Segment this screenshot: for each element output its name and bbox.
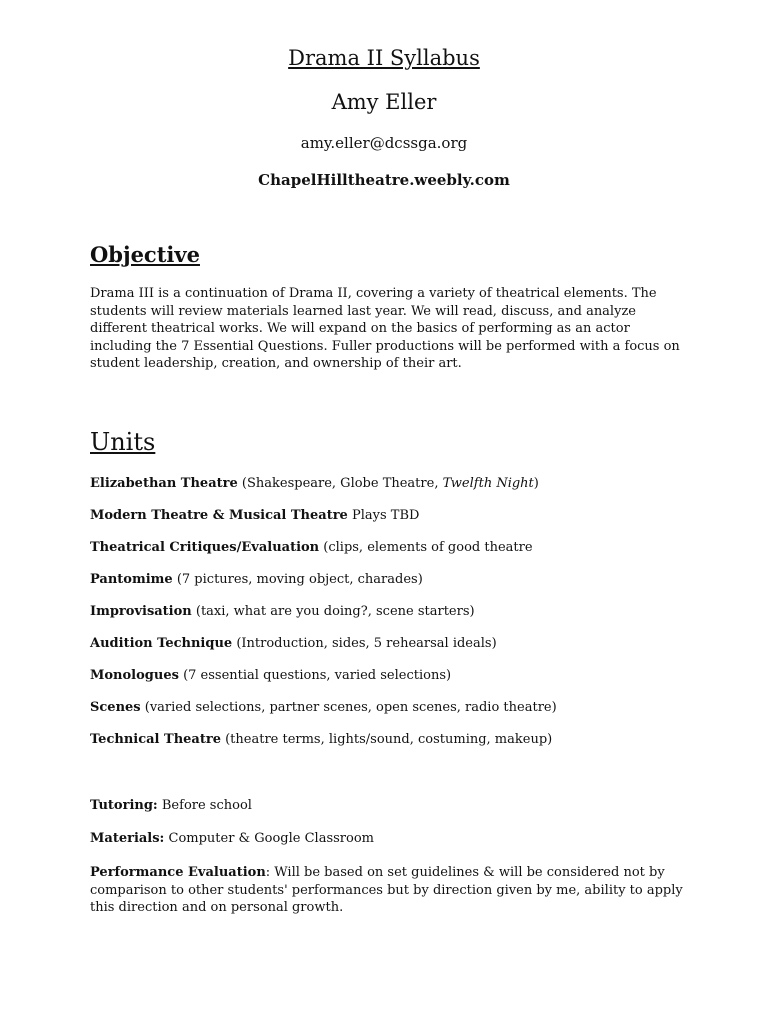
unit-detail: (clips, elements of good theatre	[319, 540, 533, 555]
unit-item	[90, 700, 557, 715]
unit-name: Monologues	[90, 668, 179, 683]
unit-name: Elizabethan Theatre	[90, 476, 238, 491]
unit-name: Technical Theatre	[90, 732, 221, 747]
unit-detail: (7 pictures, moving object, charades)	[172, 572, 423, 587]
unit-item	[90, 572, 423, 587]
materials-label: Materials:	[90, 831, 165, 846]
document-title: Drama II Syllabus	[288, 46, 480, 70]
objective-text: Drama III is a continuation of Drama II, covering a variety of theatrical elements. The students will review materials learned last year. We will read, discuss, and analyze different theatrical works. We will expand on the basics of performing as an actor including the 7 Essential Questions. Fuller productions will be performed with a focus on student leadership, creation, and ownership of their art.	[90, 286, 680, 372]
unit-item	[90, 540, 533, 555]
unit-detail: (Shakespeare, Globe Theatre,	[237, 476, 443, 491]
unit-name: Audition Technique	[90, 636, 233, 651]
unit-name: Scenes	[90, 700, 141, 715]
tutoring-line	[90, 798, 252, 813]
unit-item	[90, 732, 552, 747]
unit-item	[90, 508, 419, 523]
materials-line	[90, 831, 374, 846]
unit-name: Improvisation	[90, 604, 192, 619]
unit-item	[90, 604, 475, 619]
tutoring-value: Before school	[157, 798, 252, 813]
unit-detail: )	[533, 476, 539, 491]
class-website: ChapelHilltheatre.weebly.com	[258, 171, 510, 189]
teacher-name: Amy Eller	[331, 90, 437, 114]
unit-item	[90, 668, 451, 683]
unit-name: Modern Theatre & Musical Theatre	[90, 508, 348, 523]
unit-detail-italic: Twelfth Night	[442, 476, 534, 491]
unit-detail: (7 essential questions, varied selections)	[178, 668, 452, 683]
performance-value: : Will be based on set guidelines & will be considered not by comparison to other students' performances but by direction given by me, ability to apply this direction and on personal growth.	[90, 865, 683, 916]
unit-detail: Plays TBD	[347, 508, 420, 523]
units-heading: Units	[90, 428, 156, 456]
objective-heading: Objective	[90, 242, 200, 267]
unit-name: Theatrical Critiques/Evaluation	[90, 540, 320, 555]
performance-label: Performance Evaluation	[90, 865, 266, 880]
unit-item	[90, 636, 497, 651]
unit-item	[90, 476, 539, 491]
unit-detail: (taxi, what are you doing?, scene starters)	[191, 604, 475, 619]
unit-detail: (varied selections, partner scenes, open scenes, radio theatre)	[140, 700, 557, 715]
materials-value: Computer & Google Classroom	[164, 831, 374, 846]
unit-name: Pantomime	[90, 572, 173, 587]
tutoring-label: Tutoring:	[90, 798, 158, 813]
performance-evaluation	[90, 864, 690, 917]
unit-detail: (theatre terms, lights/sound, costuming, makeup)	[220, 732, 553, 747]
unit-detail: (Introduction, sides, 5 rehearsal ideals)	[232, 636, 497, 651]
teacher-email: amy.eller@dcssga.org	[300, 134, 468, 152]
